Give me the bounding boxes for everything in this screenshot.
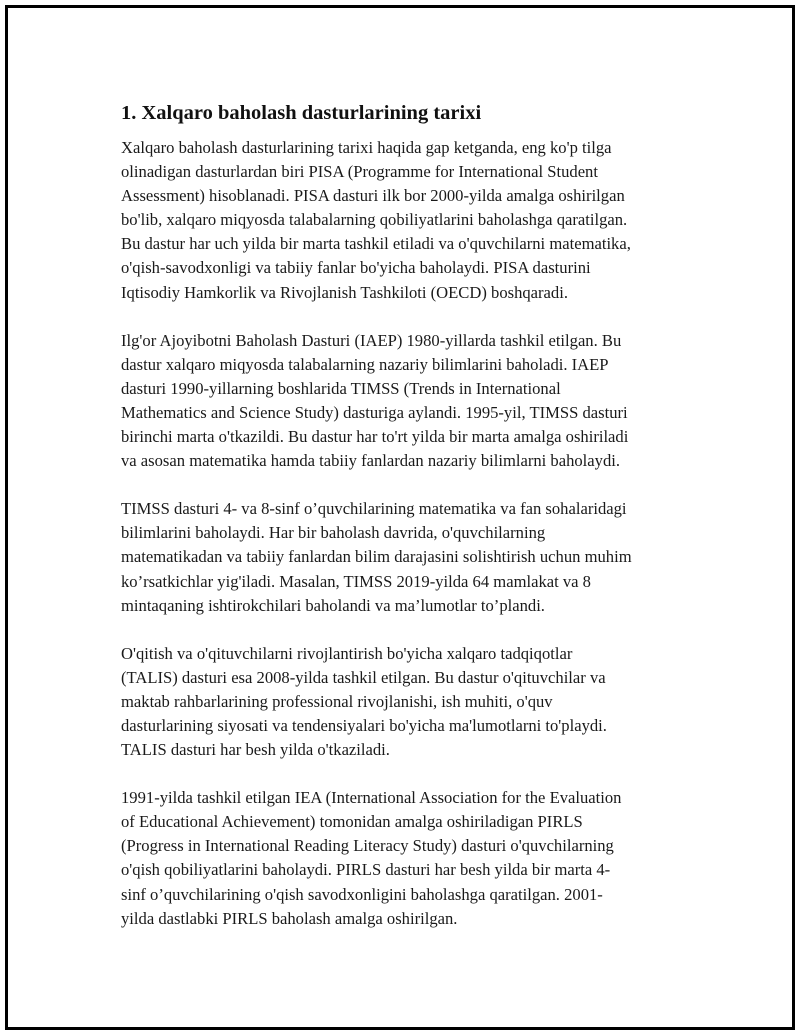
paragraph-timss (121, 497, 696, 617)
text-line: dasturlarining siyosati va tendensiyalari bo'yicha ma'lumotlarni to'playdi. (121, 715, 607, 735)
text-line: Assessment) hisoblanadi. PISA dasturi ilk bor 2000-yilda amalga oshirilgan (121, 186, 625, 206)
text-line: dasturi 1990-yillarning boshlarida TIMSS (Trends in International (121, 378, 561, 398)
text-line: ko’rsatkichlar yig'iladi. Masalan, TIMSS 2019-yilda 64 mamlakat va 8 (121, 571, 591, 591)
paragraph-talis (121, 642, 696, 762)
text-line: Mathematics and Science Study) dasturiga aylandi. 1995-yil, TIMSS dasturi (121, 402, 628, 422)
text-line: (TALIS) dasturi esa 2008-yilda tashkil etilgan. Bu dastur o'qituvchilar va (121, 667, 606, 687)
text-line: matematikadan va tabiiy fanlardan bilim darajasini solishtirish uchun muhim (121, 547, 632, 567)
text-line: of Educational Achievement) tomonidan amalga oshiriladigan PIRLS (121, 812, 583, 832)
document-body (121, 100, 696, 955)
text-line: va asosan matematika hamda tabiiy fanlardan nazariy bilimlarni baholaydi. (121, 451, 621, 471)
text-line: birinchi marta o'tkazildi. Bu dastur har to'rt yilda bir marta amalga oshiriladi (121, 427, 629, 447)
text-line: mintaqaning ishtirokchilari baholandi va ma’lumotlar to’plandi. (121, 595, 545, 615)
paragraph-pirls (121, 786, 696, 931)
paragraph-iaep-timss (121, 329, 696, 474)
section-heading: 1. Xalqaro baholash dasturlarining tarixi (121, 102, 482, 124)
text-line: Ilg'or Ajoyibotni Baholash Dasturi (IAEP) 1980-yillarda tashkil etilgan. Bu (121, 330, 622, 350)
text-line: 1991-yilda tashkil etilgan IEA (International Association for the Evaluation (121, 788, 622, 808)
text-line: (Progress in International Reading Literacy Study) dasturi o'quvchilarning (121, 836, 614, 856)
text-line: sinf o’quvchilarining o'qish savodxonligini baholashga qaratilgan. 2001- (121, 884, 603, 904)
text-line: olinadigan dasturlardan biri PISA (Programme for International Student (121, 162, 598, 182)
text-line: maktab rahbarlarining professional rivojlanishi, ish muhiti, o'quv (121, 691, 553, 711)
text-line: bilimlarini baholaydi. Har bir baholash davrida, o'quvchilarning (121, 523, 546, 543)
text-line: TIMSS dasturi 4- va 8-sinf o’quvchilarining matematika va fan sohalaridagi (121, 499, 627, 519)
page-frame (5, 5, 795, 1030)
text-line: Xalqaro baholash dasturlarining tarixi haqida gap ketganda, eng ko'p tilga (121, 138, 612, 157)
text-line: bo'lib, xalqaro miqyosda talabalarning qobiliyatlarini baholashga qaratilgan. (121, 210, 628, 230)
text-line: Bu dastur har uch yilda bir marta tashkil etiladi va o'quvchilarni matematika, (121, 234, 631, 254)
paragraph-pisa (121, 136, 696, 305)
text-line: yilda dastlabki PIRLS baholash amalga oshirilgan. (121, 908, 458, 928)
text-line: o'qish qobiliyatlarini baholaydi. PIRLS dasturi har besh yilda bir marta 4- (121, 860, 611, 880)
text-line: Iqtisodiy Hamkorlik va Rivojlanish Tashkiloti (OECD) boshqaradi. (121, 282, 568, 302)
text-line: dastur xalqaro miqyosda talabalarning nazariy bilimlarini baholadi. IAEP (121, 354, 609, 374)
text-line: o'qish-savodxonligi va tabiiy fanlar bo'yicha baholaydi. PISA dasturini (121, 258, 591, 278)
text-line: TALIS dasturi har besh yilda o'tkaziladi. (121, 740, 390, 760)
text-line: O'qitish va o'qituvchilarni rivojlantirish bo'yicha xalqaro tadqiqotlar (121, 643, 573, 663)
